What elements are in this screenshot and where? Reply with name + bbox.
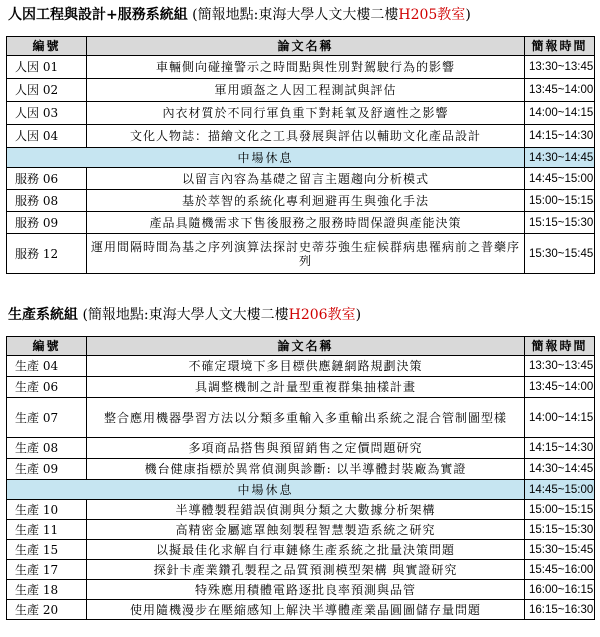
paper-code: 服務 06	[7, 168, 87, 190]
table-row	[7, 520, 595, 540]
paper-title: 探針卡產業鑽孔製程之品質預測模型架構 與實證研究	[87, 560, 525, 580]
paper-title: 以留言內容為基礎之留言主題趨向分析模式	[87, 168, 525, 190]
paper-title: 產品具隨機需求下售後服務之服務時間保證與產能決策	[87, 212, 525, 234]
table-header-row	[7, 37, 595, 56]
break-label: 中場休息	[7, 480, 525, 500]
room-number: H205教室	[398, 7, 466, 23]
paper-time: 15:30~15:45	[525, 234, 595, 274]
paper-title: 不確定環境下多目標供應鏈網路規劃決策	[87, 356, 525, 377]
break-row	[7, 480, 595, 500]
paper-code: 人因 02	[7, 79, 87, 102]
paper-code: 人因 01	[7, 56, 87, 79]
paper-code: 生產 18	[7, 580, 87, 600]
table-row	[7, 168, 595, 190]
table-row	[7, 125, 595, 148]
paper-time: 15:00~15:15	[525, 500, 595, 520]
paper-title: 高精密金屬遮罩蝕刻製程智慧製造系統之研究	[87, 520, 525, 540]
header-title: 論文名稱	[87, 37, 525, 56]
room-number: H206教室	[288, 307, 356, 323]
paper-time: 14:45~15:00	[525, 168, 595, 190]
table-row	[7, 79, 595, 102]
paper-title: 整合應用機器學習方法以分類多重輸入多重輸出系統之混合管制圖型樣	[87, 398, 525, 438]
table-row	[7, 234, 595, 274]
table-row	[7, 600, 595, 620]
paper-title: 軍用頭盔之人因工程測試與評估	[87, 79, 525, 102]
paper-time: 16:00~16:15	[525, 580, 595, 600]
paper-time: 13:30~13:45	[525, 56, 595, 79]
table-header-row	[7, 337, 595, 356]
paper-time: 15:30~15:45	[525, 540, 595, 560]
paper-time: 14:00~14:15	[525, 102, 595, 125]
paper-title: 多項商品搭售與預留銷售之定價問題研究	[87, 438, 525, 459]
break-time: 14:30~14:45	[525, 148, 595, 168]
paper-title: 機台健康指標於異常偵測與診斷: 以半導體封裝廠為實證	[87, 459, 525, 480]
break-time: 14:45~15:00	[525, 480, 595, 500]
paper-time: 14:00~14:15	[525, 398, 595, 438]
paper-time: 15:15~15:30	[525, 212, 595, 234]
location-suffix: )	[355, 307, 362, 323]
paper-time: 15:15~15:30	[525, 520, 595, 540]
paper-code: 服務 08	[7, 190, 87, 212]
paper-code: 生產 09	[7, 459, 87, 480]
table-row	[7, 540, 595, 560]
paper-code: 生產 08	[7, 438, 87, 459]
break-label: 中場休息	[7, 148, 525, 168]
section-name: 人因工程與設計+服務系統組	[8, 7, 188, 23]
paper-title: 運用間隔時間為基之序列演算法探討史蒂芬強生症候群病患罹病前之普藥序列	[87, 234, 525, 274]
paper-code: 服務 09	[7, 212, 87, 234]
schedule-table-production	[6, 336, 595, 620]
paper-time: 16:15~16:30	[525, 600, 595, 620]
paper-time: 13:45~14:00	[525, 79, 595, 102]
paper-code: 生產 04	[7, 356, 87, 377]
table-row	[7, 438, 595, 459]
paper-code: 生產 17	[7, 560, 87, 580]
paper-code: 生產 15	[7, 540, 87, 560]
paper-code: 生產 20	[7, 600, 87, 620]
break-row	[7, 148, 595, 168]
location-prefix: (簡報地點:東海大學人文大樓二樓	[78, 307, 289, 323]
paper-title: 內衣材質於不同行軍負重下對耗氧及舒適性之影響	[87, 102, 525, 125]
table-row	[7, 102, 595, 125]
paper-time: 15:00~15:15	[525, 190, 595, 212]
paper-time: 15:45~16:00	[525, 560, 595, 580]
paper-title: 文化人物誌：描繪文化之工具發展與評估以輔助文化產品設計	[87, 125, 525, 148]
table-row	[7, 190, 595, 212]
header-time: 簡報時間	[525, 337, 595, 356]
header-title: 論文名稱	[87, 337, 525, 356]
table-row	[7, 560, 595, 580]
paper-title: 使用隨機漫步在壓縮感知上解決半導體產業晶圓圖儲存量問題	[87, 600, 525, 620]
header-code: 編號	[7, 337, 87, 356]
paper-title: 特殊應用積體電路逐批良率預測與品管	[87, 580, 525, 600]
paper-code: 服務 12	[7, 234, 87, 274]
table-row	[7, 377, 595, 398]
paper-code: 生產 06	[7, 377, 87, 398]
paper-code: 生產 07	[7, 398, 87, 438]
table-row	[7, 212, 595, 234]
paper-time: 13:45~14:00	[525, 377, 595, 398]
location-prefix: (簡報地點:東海大學人文大樓二樓	[187, 7, 399, 23]
paper-title: 半導體製程錯誤偵測與分類之大數據分析架構	[87, 500, 525, 520]
table-row	[7, 356, 595, 377]
paper-title: 具調整機制之計量型重複群集抽樣計畫	[87, 377, 525, 398]
paper-time: 14:15~14:30	[525, 125, 595, 148]
paper-code: 生產 10	[7, 500, 87, 520]
table-row	[7, 459, 595, 480]
header-time: 簡報時間	[525, 37, 595, 56]
table-row	[7, 56, 595, 79]
paper-code: 人因 03	[7, 102, 87, 125]
section-title-production	[8, 304, 361, 324]
paper-title: 基於萃智的系統化專利迴避再生與強化手法	[87, 190, 525, 212]
section-title-hf-service	[8, 4, 471, 24]
table-row	[7, 398, 595, 438]
schedule-table-hf-service	[6, 36, 595, 274]
paper-code: 生產 11	[7, 520, 87, 540]
table-row	[7, 580, 595, 600]
paper-code: 人因 04	[7, 125, 87, 148]
paper-time: 14:15~14:30	[525, 438, 595, 459]
location-suffix: )	[465, 7, 471, 23]
table-row	[7, 500, 595, 520]
paper-title: 以擬最佳化求解自行車鏈條生產系統之批量決策問題	[87, 540, 525, 560]
paper-time: 14:30~14:45	[525, 459, 595, 480]
paper-title: 車輛側向碰撞警示之時間點與性別對駕駛行為的影響	[87, 56, 525, 79]
section-name: 生產系統組	[8, 307, 78, 323]
paper-time: 13:30~13:45	[525, 356, 595, 377]
header-code: 編號	[7, 37, 87, 56]
